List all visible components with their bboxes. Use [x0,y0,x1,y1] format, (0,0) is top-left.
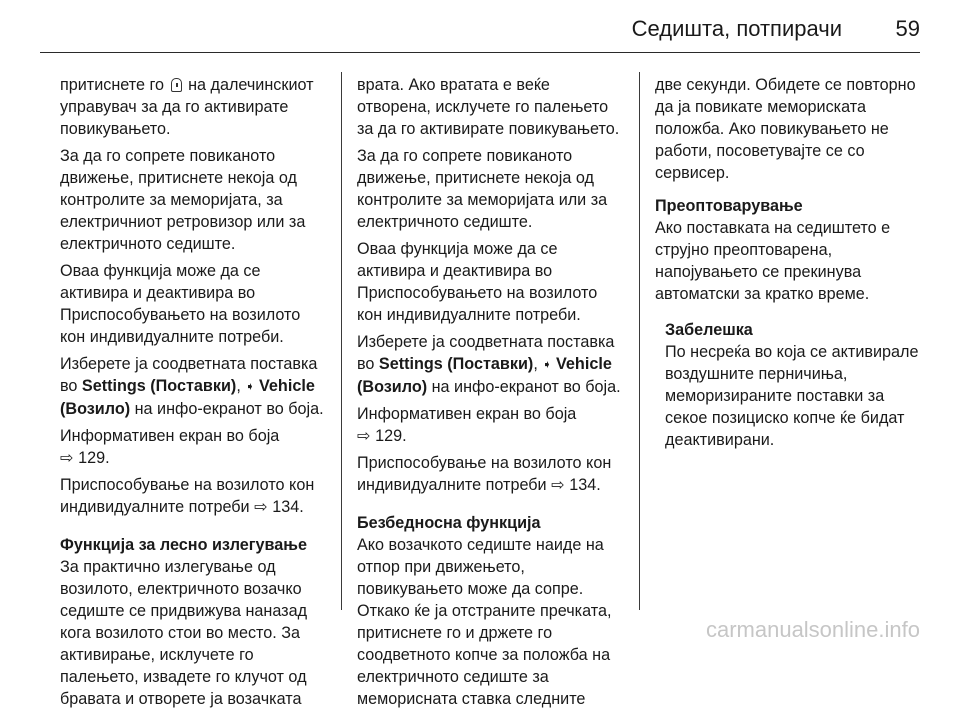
paragraph: Оваа функција може да се активира и деактивира во Приспособувањето на возилото кон индивидуалните потреби. [60,262,301,346]
column-3 [655,74,925,451]
paragraph: Приспособување на возилото кон индивидуалните потреби ⇨ 134. [357,454,612,494]
page-ref-icon: ⇨ [60,449,74,467]
paragraph: врата. Ако вратата е веќе отворена, исклучете го палењето за да го активирате повикувањето. [357,76,620,138]
note-box [665,319,925,451]
settings-menu-label: Settings (Поставки) [81,377,237,395]
paragraph: Информативен екран во боја ⇨ 129. [60,427,280,467]
column-divider [639,72,640,610]
paragraph: За да го сопрете повиканото движење, притиснете некоја од контролите за меморијата или за електричното седиште. [357,147,608,231]
paragraph: Изберете ја соодветната поставка во Settings (Поставки), ➧ Vehicle (Возило) на инфо-екранот во боја. [357,333,621,396]
page-ref-icon: ⇨ [551,476,565,494]
vehicle-menu-label: Vehicle (Возило) [60,377,315,418]
paragraph: Изберете ја соодветната поставка во Settings (Поставки), ➧ Vehicle (Возило) на инфо-екранот во боја. [60,355,324,418]
page-ref[interactable]: 129. [375,427,407,445]
paragraph: Ако поставката на седиштето е струјно преоптоварена, напојувањето се прекинува автоматски за кратко време. [655,219,891,303]
paragraph: притиснете го на далечинскиот управувач за да го активирате повикувањето. [60,76,314,138]
paragraph: Информативен екран во боја ⇨ 129. [357,405,577,445]
paragraph: Оваа функција може да се активира и деактивира во Приспособувањето на возилото кон индивидуалните потреби. [357,240,598,324]
page-ref-icon: ⇨ [357,427,371,445]
page-ref-icon: ⇨ [254,498,268,516]
menu-arrow-icon: ➧ [542,359,552,371]
remote-key-icon [171,78,182,92]
paragraph: Приспособување на возилото кон индивидуалните потреби ⇨ 134. [60,476,315,516]
section-heading: Безбедносна функција [357,514,541,532]
page-ref[interactable]: 129. [78,449,110,467]
column-divider [341,72,342,610]
paragraph: За да го сопрете повиканото движење, притиснете некоја од контролите за меморијата, за електричниот ретровизор или за електричното седиште. [60,147,306,253]
column-2 [357,74,623,715]
note-text: По несреќа во која се активирале воздушните перничиња, меморизираните поставки за секое позициско копче ќе бидат деактивирани. [665,343,919,449]
paragraph: две секунди. Обидете се повторно да ја повикате мемориската положба. Ако повикувањето не работи, посоветувајте се со сервисер. [655,76,916,182]
section-title: Седишта, потпирачи [631,16,842,41]
vehicle-menu-label: Vehicle (Возило) [357,355,612,396]
page-number: 59 [895,16,920,41]
section-heading: Функција за лесно излегување [60,536,307,554]
page-ref[interactable]: 134. [569,476,601,494]
page-header [0,0,960,54]
menu-arrow-icon: ➧ [245,381,255,393]
column-1 [60,74,328,715]
page-ref[interactable]: 134. [272,498,304,516]
paragraph: За практично излегување од возилото, електричното возачко седиште се придвижува наназад кога возилото стои во место. За активирање, исклучете го палењето, извадете го клучот од бравата и отворете ја возачката [60,558,308,708]
header-rule [40,52,920,53]
section-heading: Преоптоварување [655,197,803,215]
watermark: carmanualsonline.info [705,617,920,642]
settings-menu-label: Settings (Поставки) [378,355,534,373]
note-title: Забелешка [665,321,753,339]
paragraph: Ако возачкото седиште наиде на отпор при движењето, повикувањето може да сопре. Откако ќе ја отстраните пречката, притиснете го и држете го соодветното копче за положба на електричното седиште за меморисната ставка следните [357,536,612,708]
